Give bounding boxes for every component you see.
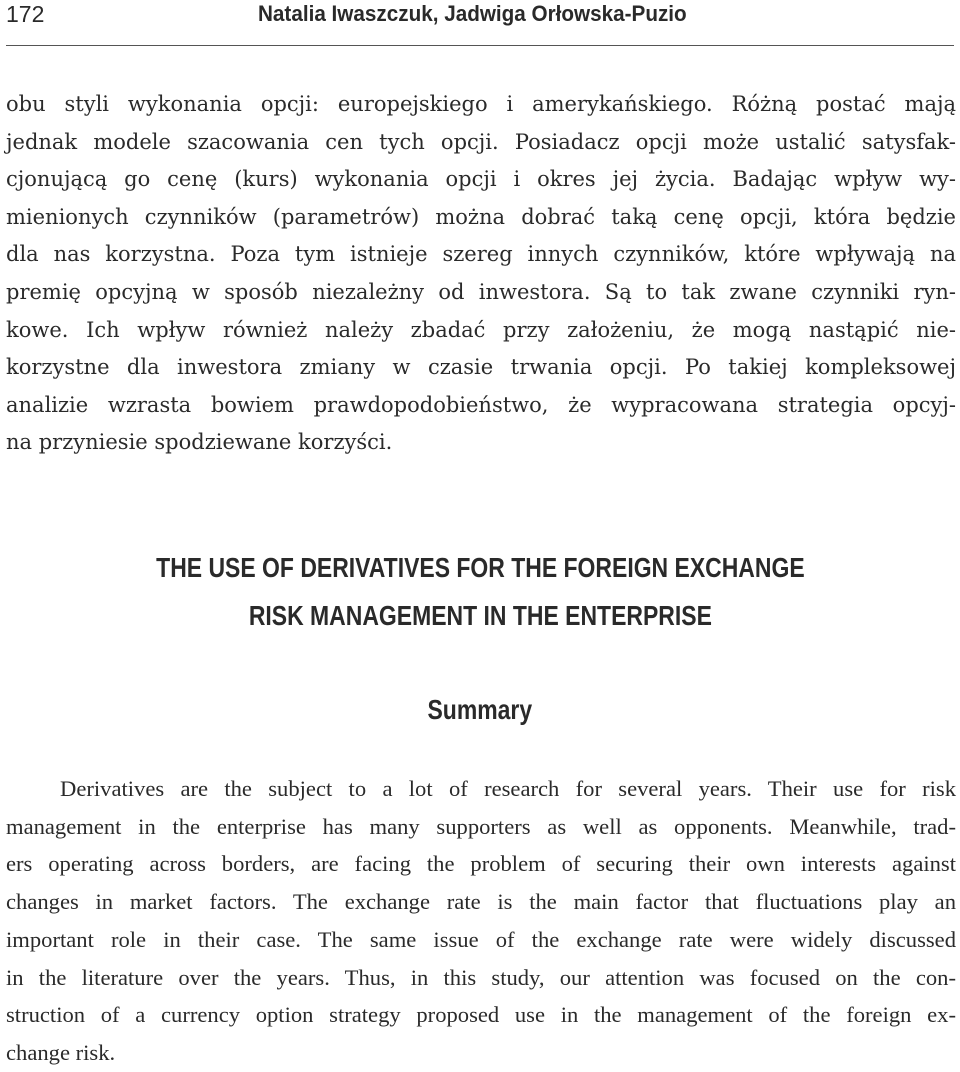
summary-heading-text: Summary xyxy=(427,694,533,725)
title-text: RISK MANAGEMENT IN THE ENTERPRISE xyxy=(248,600,712,631)
summary-line: important role in their case. The same issue of the exchange rate were widely discussed xyxy=(6,926,956,952)
running-head-authors: Natalia Iwaszczuk, Jadwiga Orłowska-Puzio xyxy=(258,1,687,26)
header-divider xyxy=(6,45,954,46)
body-line: kowe. Ich wpływ również należy zbadać przy założeniu, że mogą nastąpić nie- xyxy=(6,317,956,342)
title-text: THE USE OF DERIVATIVES FOR THE FOREIGN EXCHANGE xyxy=(155,552,805,583)
summary-paragraph xyxy=(6,770,956,1072)
article-title-line-1 xyxy=(0,552,960,584)
summary-line: change risk. xyxy=(6,1039,116,1065)
body-paragraph xyxy=(6,86,956,462)
page-number: 172 xyxy=(6,1,45,27)
body-line: korzystne dla inwestora zmiany w czasie trwania opcji. Po takiej kompleksowej xyxy=(6,355,956,380)
body-line: premię opcyjną w sposób niezależny od inwestora. Są to tak zwane czynniki ryn- xyxy=(6,279,956,304)
summary-line: Derivatives are the subject to a lot of research for several years. Their use for risk xyxy=(60,776,956,801)
summary-line: changes in market factors. The exchange rate is the main factor that fluctuations play an xyxy=(6,889,956,915)
body-line: obu styli wykonania opcji: europejskiego i amerykańskiego. Różną postać mają xyxy=(6,92,956,116)
body-line: mienionych czynników (parametrów) można dobrać taką cenę opcji, która będzie xyxy=(6,204,956,229)
article-title-line-2 xyxy=(0,600,960,632)
summary-line: in the literature over the years. Thus, in this study, our attention was focused on the con- xyxy=(6,964,956,990)
body-line: analizie wzrasta bowiem prawdopodobieństwo, że wypracowana strategia opcyj- xyxy=(6,392,956,417)
page-header xyxy=(6,0,954,30)
summary-heading xyxy=(0,694,960,726)
summary-line: ers operating across borders, are facing the problem of securing their own interests against xyxy=(6,851,956,877)
body-line: dla nas korzystna. Poza tym istnieje szereg innych czynników, które wpływają na xyxy=(6,242,956,267)
summary-line: struction of a currency option strategy proposed use in the management of the foreign ex- xyxy=(6,1002,956,1028)
body-line: cjonującą go cenę (kurs) wykonania opcji i okres jej życia. Badając wpływ wy- xyxy=(6,167,956,192)
body-line: jednak modele szacowania cen tych opcji. Posiadacz opcji może ustalić satysfak- xyxy=(6,129,956,154)
body-line: na przyniesie spodziewane korzyści. xyxy=(6,430,393,455)
summary-line: management in the enterprise has many supporters as well as opponents. Meanwhile, trad- xyxy=(6,813,956,839)
